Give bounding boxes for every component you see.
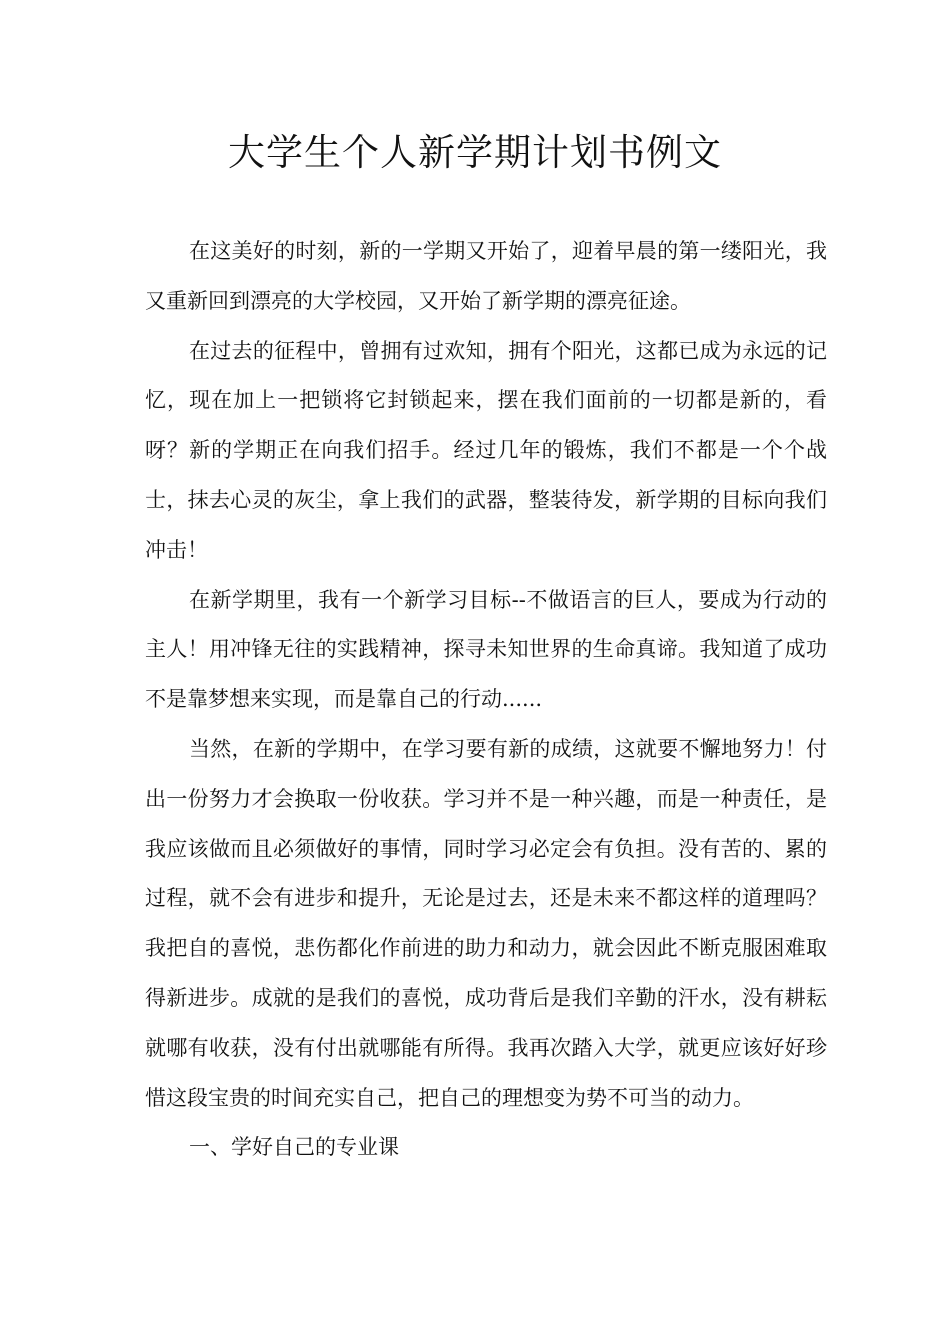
paragraph-intro: 在这美好的时刻，新的一学期又开始了，迎着早晨的第一缕阳光，我又重新回到漂亮的大学校园，又开始了新学期的漂亮征途。 [145,239,827,313]
document-title: 大学生个人新学期计划书例文 [228,131,722,174]
paragraph-new-goal: 在新学期里，我有一个新学习目标--不做语言的巨人，要成为行动的主人！用冲锋无往的实践精神，探寻未知世界的生命真谛。我知道了成功不是靠梦想来实现，而是靠自己的行动...... [145,587,827,712]
document-body [145,227,827,1173]
paragraph-past-journey: 在过去的征程中，曾拥有过欢知，拥有个阳光，这都已成为永远的记忆，现在加上一把锁将它封锁起来，摆在我们面前的一切都是新的，看呀？新的学期正在向我们招手。经过几年的锻炼，我们不都是一个个战士，抹去心灵的灰尘，拿上我们的武器，整装待发，新学期的目标向我们冲击！ [145,338,827,562]
section-heading: 一、学好自己的专业课 [189,1135,399,1160]
paragraph-effort: 当然，在新的学期中，在学习要有新的成绩，这就要不懈地努力！付出一份努力才会换取一份收获。学习并不是一种兴趣，而是一种责任，是我应该做而且必须做好的事情，同时学习必定会有负担。没有苦的、累的过程，就不会有进步和提升，无论是过去，还是未来不都这样的道理吗？我把自的喜悦，悲伤都化作前进的助力和动力，就会因此不断克服困难取得新进步。成就的是我们的喜悦，成功背后是我们辛勤的汗水，没有耕耘就哪有收获，没有付出就哪能有所得。我再次踏入大学，就更应该好好珍惜这段宝贵的时间充实自己，把自己的理想变为势不可当的动力。 [145,736,827,1110]
